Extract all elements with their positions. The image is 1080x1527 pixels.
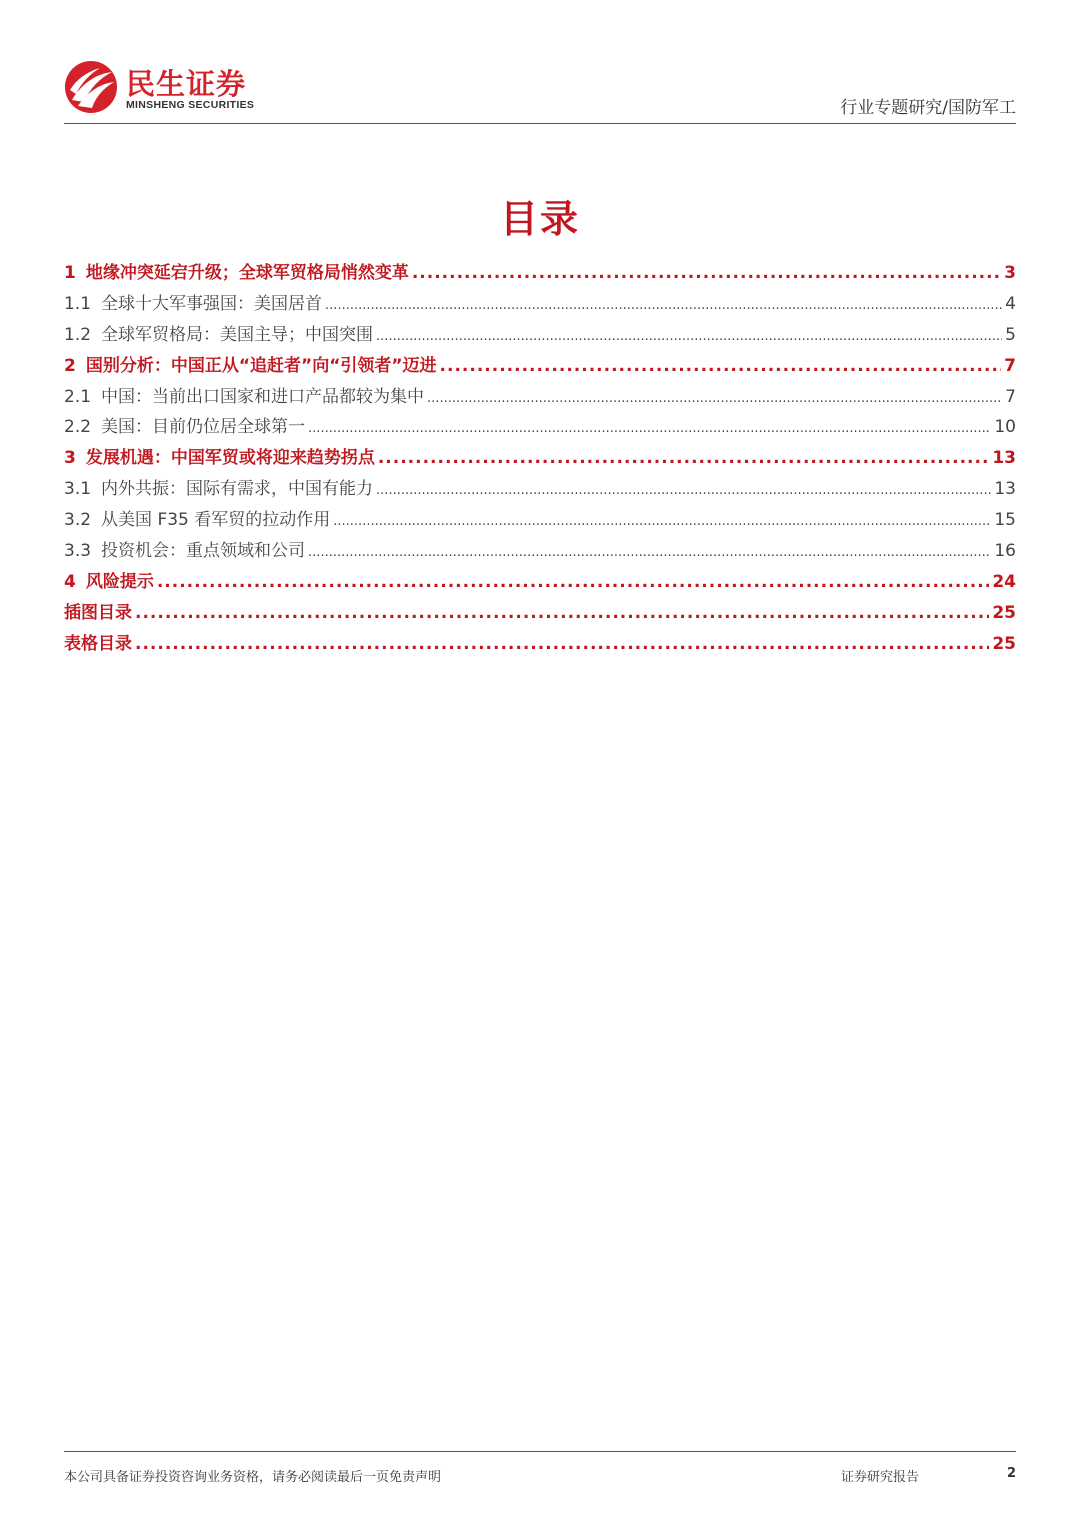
brand-name-cn: 民生证券 bbox=[126, 67, 247, 101]
toc-entry-subsection[interactable] bbox=[64, 474, 1016, 505]
toc-leader-dots bbox=[376, 476, 991, 507]
toc-entry-section[interactable] bbox=[64, 258, 1016, 289]
toc-entry-subsection[interactable] bbox=[64, 320, 1016, 351]
toc-entry-title: 全球军贸格局：美国主导；中国突围 bbox=[101, 324, 374, 345]
toc-entry-title: 国别分析：中国正从“追赶者”向“引领者”迈进 bbox=[85, 355, 437, 376]
brand-name-en: MINSHENG SECURITIES bbox=[126, 99, 255, 111]
toc-leader-dots bbox=[378, 443, 989, 474]
footer-report-type: 证券研究报告 bbox=[841, 1470, 920, 1485]
toc-entry-title: 发展机遇：中国军贸或将迎来趋势拐点 bbox=[85, 448, 375, 469]
toc-leader-dots bbox=[308, 414, 991, 445]
toc-entry-page: 24 bbox=[992, 571, 1016, 592]
toc-leader-dots bbox=[308, 538, 991, 569]
toc-leader-dots bbox=[325, 291, 1002, 322]
toc-entry-title: 风险提示 bbox=[85, 571, 154, 592]
toc-entry-page: 4 bbox=[1005, 293, 1016, 314]
toc-entry-section[interactable] bbox=[64, 629, 1016, 660]
toc-entry-page: 16 bbox=[994, 541, 1016, 562]
toc-entry-number: 2 bbox=[64, 355, 76, 376]
toc-leader-dots bbox=[427, 384, 1002, 415]
toc-entry-number: 1 bbox=[64, 263, 76, 283]
page-title: 目录 bbox=[499, 197, 580, 241]
toc-entry-number: 4 bbox=[64, 571, 76, 592]
toc-entry-number: 3.3 bbox=[64, 541, 92, 562]
toc-entry-subsection[interactable] bbox=[64, 536, 1016, 567]
toc-entry-page: 7 bbox=[1005, 386, 1016, 407]
toc-entry-title: 地缘冲突延宕升级；全球军贸格局悄然变革 bbox=[85, 263, 409, 283]
toc-entry-subsection[interactable] bbox=[64, 382, 1016, 413]
toc-leader-dots bbox=[157, 567, 989, 598]
toc-entry-section[interactable] bbox=[64, 567, 1016, 598]
minsheng-logo-icon bbox=[64, 60, 118, 114]
toc-entry-subsection[interactable] bbox=[64, 289, 1016, 320]
toc-entry-number: 2.2 bbox=[64, 417, 92, 438]
toc-entry-page: 10 bbox=[994, 417, 1016, 438]
toc-entry-number: 2.1 bbox=[64, 386, 92, 407]
toc-entry-title: 全球十大军事强国：美国居首 bbox=[101, 293, 323, 314]
toc-leader-dots bbox=[135, 598, 989, 629]
toc-entry-page: 5 bbox=[1005, 324, 1016, 345]
toc-leader-dots bbox=[412, 258, 1001, 289]
toc-entry-page: 3 bbox=[1004, 263, 1016, 283]
toc-leader-dots bbox=[333, 507, 991, 538]
footer-page-number: 2 bbox=[1006, 1466, 1016, 1481]
toc-leader-dots bbox=[440, 351, 1002, 382]
toc-entry-title: 投资机会：重点领域和公司 bbox=[101, 541, 306, 562]
toc-entry-title: 插图目录 bbox=[64, 602, 132, 623]
toc-entry-subsection[interactable] bbox=[64, 412, 1016, 443]
toc-entry-page: 13 bbox=[992, 448, 1016, 469]
toc-entry-section[interactable] bbox=[64, 598, 1016, 629]
table-of-contents bbox=[64, 258, 1016, 660]
footer-disclaimer: 本公司具备证券投资咨询业务资格，请务必阅读最后一页免责声明 bbox=[64, 1470, 442, 1485]
toc-entry-page: 25 bbox=[992, 633, 1016, 654]
toc-entry-title: 表格目录 bbox=[64, 633, 132, 654]
toc-leader-dots bbox=[376, 322, 1002, 353]
toc-entry-section[interactable] bbox=[64, 351, 1016, 382]
footer-divider bbox=[64, 1451, 1016, 1452]
toc-entry-title: 从美国 F35 看军贸的拉动作用 bbox=[101, 510, 331, 531]
toc-entry-title: 美国：目前仍位居全球第一 bbox=[101, 417, 306, 438]
header-divider bbox=[64, 123, 1016, 124]
toc-entry-page: 25 bbox=[992, 602, 1016, 623]
toc-entry-page: 7 bbox=[1004, 355, 1016, 376]
toc-entry-number: 3.2 bbox=[64, 510, 92, 531]
page-header bbox=[64, 58, 1016, 124]
report-category: 行业专题研究/国防军工 bbox=[840, 98, 1016, 118]
toc-entry-title: 内外共振：国际有需求，中国有能力 bbox=[101, 479, 374, 500]
toc-entry-number: 1.2 bbox=[64, 324, 92, 345]
toc-leader-dots bbox=[135, 629, 989, 660]
toc-entry-number: 1.1 bbox=[64, 293, 92, 314]
toc-entry-number: 3.1 bbox=[64, 479, 92, 500]
toc-entry-section[interactable] bbox=[64, 443, 1016, 474]
toc-entry-number: 3 bbox=[64, 448, 76, 469]
toc-entry-page: 15 bbox=[994, 510, 1016, 531]
toc-entry-subsection[interactable] bbox=[64, 505, 1016, 536]
toc-entry-page: 13 bbox=[994, 479, 1016, 500]
toc-entry-title: 中国：当前出口国家和进口产品都较为集中 bbox=[101, 386, 425, 407]
